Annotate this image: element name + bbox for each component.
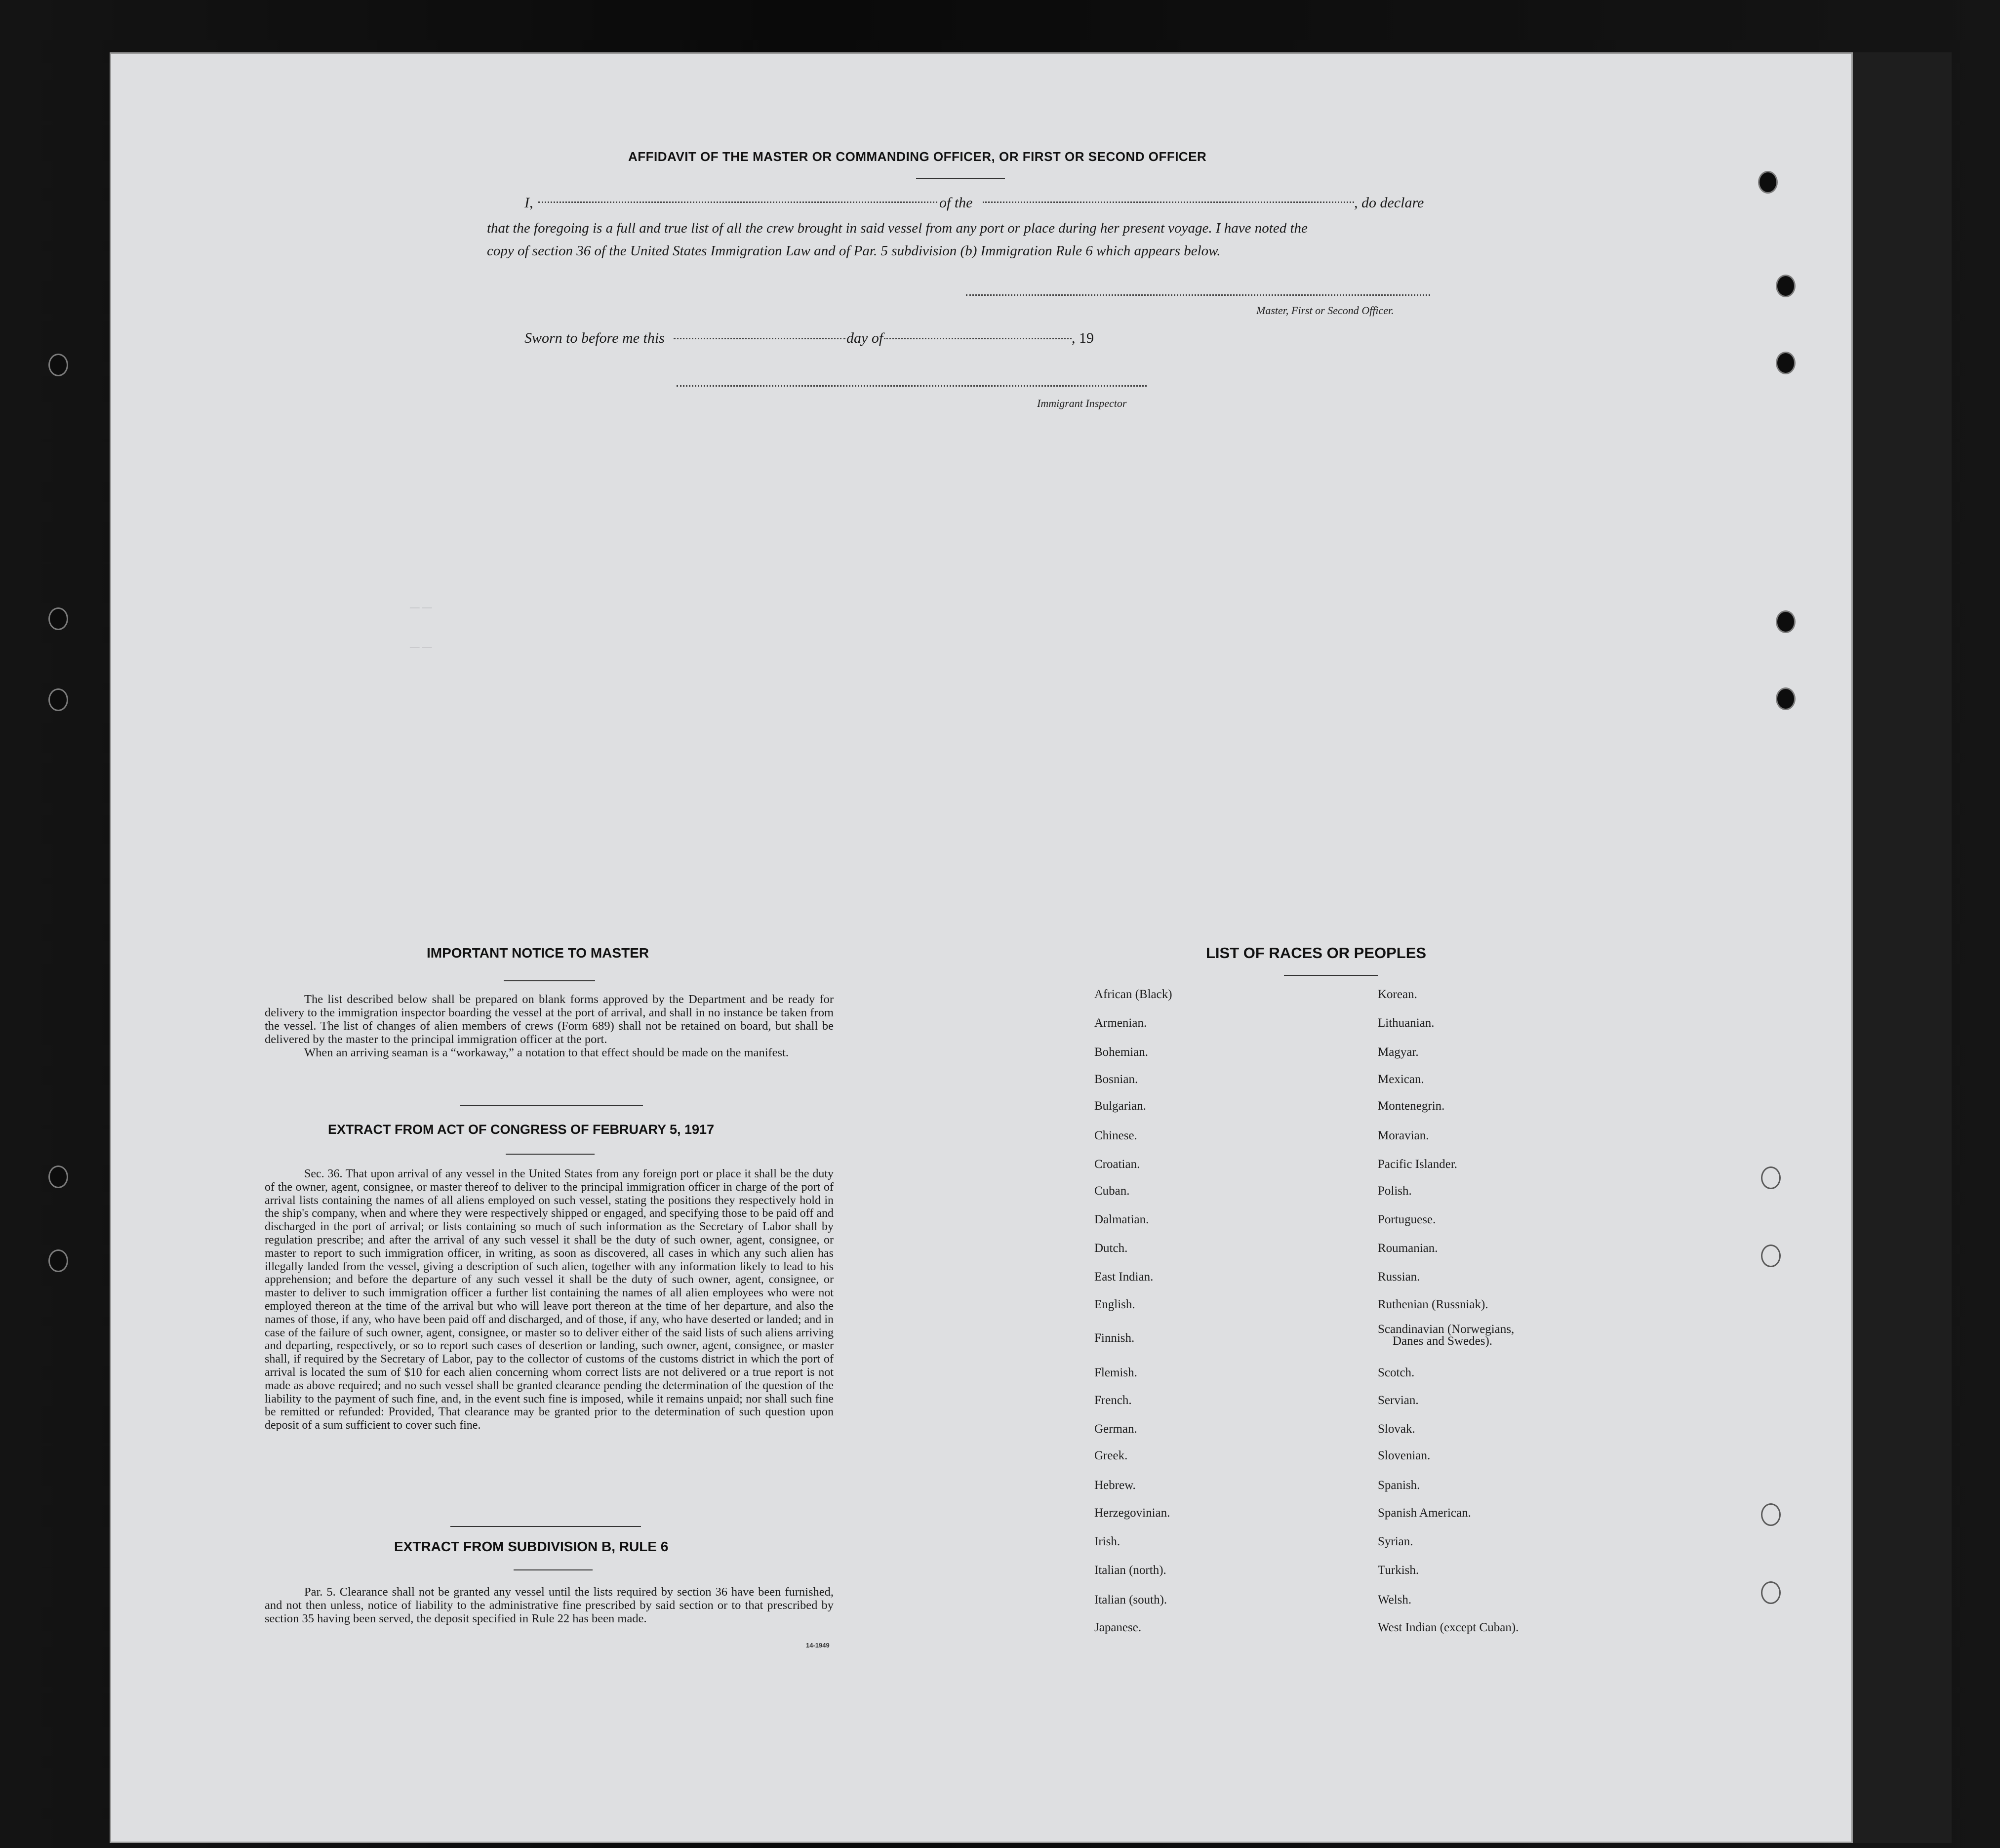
section-36-text: Sec. 36. That upon arrival of any vessel in the United States from any foreign port or place it shall be the duty of the owner, agent, consignee, or master thereof to deliver to the principal immigration officer in charge of the port of arrival lists containing the names of all aliens employed on such vessel, stating the positions they respectively hold in the ship's company, when and where they were respectively shipped or engaged, and specifying those to be paid off and discharged in the port of arrival; or lists containing so much of such information as the Secretary of Labor shall by regulation prescribe; and after the arrival of any such vessel it shall be the duty of such owner, agent, consignee, or master to report to such immigration officer, in writing, as soon as discovered, all cases in which any such alien has illegally landed from the vessel, giving a description of such alien, together with any information likely to lead to his apprehension; and before the departure of any such vessel it shall be the duty of such owner, agent, consignee, or master to deliver to such immigration officer a further list containing the names of all alien employees who were not employed thereon at the time of the arrival but who will leave port thereon at the time of her departure, and also the names of those, if any, who have been paid off and discharged, and of those, if any, who have deserted or landed; and in case of the failure of such owner, agent, consignee, or master so to deliver either of the said lists of such aliens arriving and departing, respectively, or so to report such cases of desertion or landing, such owner, agent, consignee, or master shall, if required by the Secretary of Labor, pay to the collector of customs of the customs district in which the port of arrival is located the sum of $10 for each alien concerning whom correct lists are not delivered or a true report is not made as above required; and no such vessel shall be granted clearance pending the determination of the question of the liability to the payment of such fine, and, in the event such fine is imposed, while it remains unpaid; nor shall such fine be remitted or refunded: Provided, That clearance may be granted prior to the determination of such question upon deposit of a sum sufficient to cover such fine. <box>265 1167 834 1432</box>
race-item: Bulgarian. <box>1094 1099 1146 1113</box>
rule6-text <box>265 1585 834 1625</box>
race-item: Herzegovinian. <box>1094 1506 1170 1520</box>
rule6-title: EXTRACT FROM SUBDIVISION B, RULE 6 <box>394 1539 669 1554</box>
race-item: Moravian. <box>1378 1129 1429 1142</box>
race-item: Montenegrin. <box>1378 1099 1445 1113</box>
divider <box>450 1526 641 1527</box>
master-signature-field[interactable] <box>966 294 1430 296</box>
race-item: Cuban. <box>1094 1184 1130 1198</box>
race-item: Finnish. <box>1094 1331 1135 1345</box>
paragraph-5-text: Par. 5. Clearance shall not be granted any vessel until the lists required by section 36 have been furnished, and not then unless, notice of liability to the administrative fine prescribed by said section or to that prescribed by section 35 having been served, the deposit specified in Rule 22 has been made. <box>265 1585 834 1625</box>
race-item: Scotch. <box>1378 1366 1415 1379</box>
binding-hole-icon <box>1776 610 1796 633</box>
race-item: African (Black) <box>1094 988 1172 1001</box>
race-item: French. <box>1094 1394 1132 1407</box>
binding-hole-icon <box>1776 352 1796 374</box>
race-item: Magyar. <box>1378 1045 1419 1059</box>
notice-paragraph-1: The list described below shall be prepared on blank forms approved by the Department and be ready for delivery to the immigration inspector boarding the vessel at the port of arrival, and shall in no instance be taken from the vessel. The list of changes of alien members of crews (Form 689) shall not be retained on board, but shall be delivered by the master to the principal immigration officer at the port. <box>265 993 834 1046</box>
race-item: Dutch. <box>1094 1242 1128 1255</box>
race-item: Greek. <box>1094 1449 1128 1462</box>
race-item: Dalmatian. <box>1094 1213 1149 1226</box>
race-item: Scandinavian (Norwegians, <box>1378 1323 1515 1336</box>
master-signature-caption: Master, First or Second Officer. <box>1256 304 1394 317</box>
affidavit-title: AFFIDAVIT OF THE MASTER OR COMMANDING OFFICER, OR FIRST OR SECOND OFFICER <box>628 149 1207 164</box>
document-page <box>110 52 1853 1843</box>
sworn-month-field[interactable] <box>884 338 1072 339</box>
race-item: Mexican. <box>1378 1073 1424 1086</box>
divider <box>514 1569 593 1570</box>
divider <box>506 1154 595 1155</box>
race-item: Italian (south). <box>1094 1593 1167 1607</box>
race-item: West Indian (except Cuban). <box>1378 1621 1519 1634</box>
race-item: Polish. <box>1378 1184 1412 1198</box>
act-text <box>265 1167 834 1432</box>
race-item: Ruthenian (Russniak). <box>1378 1298 1488 1311</box>
notice-paragraph-2: When an arriving seaman is a “workaway,” a notation to that effect should be made on the manifest. <box>304 1046 789 1059</box>
affidavit-i-label: I, <box>524 195 533 211</box>
binding-hole-icon <box>1761 1581 1781 1604</box>
divider <box>1284 975 1378 976</box>
binding-hole-icon <box>48 354 68 376</box>
day-of-label: day of <box>846 330 883 346</box>
race-item: Spanish. <box>1378 1479 1420 1492</box>
affidavit-line-2: that the foregoing is a full and true list of all the crew brought in said vessel from any port or place during her present voyage. I have noted the <box>487 220 1308 236</box>
form-number: 14-1949 <box>806 1642 830 1649</box>
binding-hole-icon <box>48 688 68 711</box>
binding-hole-icon <box>1761 1166 1781 1189</box>
race-item: Lithuanian. <box>1378 1016 1435 1030</box>
race-item: Bohemian. <box>1094 1045 1149 1059</box>
divider <box>504 980 595 981</box>
race-item: Japanese. <box>1094 1621 1142 1634</box>
race-item: Croatian. <box>1094 1158 1140 1171</box>
race-item: East Indian. <box>1094 1270 1154 1284</box>
notice-text <box>265 993 834 1059</box>
race-item: Servian. <box>1378 1394 1419 1407</box>
affidavit-line-3: copy of section 36 of the United States Immigration Law and of Par. 5 subdivision (b) Immigration Rule 6 which appears below. <box>487 243 1221 259</box>
race-item: Flemish. <box>1094 1366 1137 1379</box>
faint-show-through: — — <box>410 640 432 652</box>
race-item: Pacific Islander. <box>1378 1158 1458 1171</box>
year-label: , 19 <box>1072 330 1094 346</box>
affidavit-of-the-label: of the <box>939 195 973 211</box>
race-item: Danes and Swedes). <box>1393 1334 1493 1348</box>
binding-hole-icon <box>1776 275 1796 297</box>
race-item: Slovenian. <box>1378 1449 1431 1462</box>
race-item: Portuguese. <box>1378 1213 1436 1226</box>
act-title: EXTRACT FROM ACT OF CONGRESS OF FEBRUARY 5, 1917 <box>328 1122 715 1137</box>
race-item: Irish. <box>1094 1535 1120 1548</box>
divider <box>916 178 1005 179</box>
race-item: Roumanian. <box>1378 1242 1438 1255</box>
binding-edge <box>1853 52 1952 1843</box>
binding-hole-icon <box>1761 1503 1781 1526</box>
sworn-label: Sworn to before me this <box>524 330 665 346</box>
races-title: LIST OF RACES OR PEOPLES <box>1206 944 1427 962</box>
notice-title: IMPORTANT NOTICE TO MASTER <box>427 945 649 961</box>
race-item: English. <box>1094 1298 1135 1311</box>
vessel-name-field[interactable] <box>983 201 1354 203</box>
binding-hole-icon <box>1776 687 1796 710</box>
inspector-signature-field[interactable] <box>677 385 1147 387</box>
binding-hole-icon <box>48 1165 68 1188</box>
race-item: Spanish American. <box>1378 1506 1471 1520</box>
race-item: Welsh. <box>1378 1593 1412 1607</box>
race-item: German. <box>1094 1422 1137 1436</box>
faint-show-through: — — <box>410 601 432 613</box>
race-item: Slovak. <box>1378 1422 1415 1436</box>
race-item: Chinese. <box>1094 1129 1137 1142</box>
race-item: Korean. <box>1378 988 1417 1001</box>
race-item: Bosnian. <box>1094 1073 1138 1086</box>
race-item: Turkish. <box>1378 1564 1419 1577</box>
race-item: Hebrew. <box>1094 1479 1136 1492</box>
binding-hole-icon <box>48 607 68 630</box>
binding-hole-icon <box>48 1249 68 1272</box>
binding-hole-icon <box>1761 1245 1781 1267</box>
affidavit-do-declare: , do declare <box>1354 195 1424 211</box>
sworn-day-field[interactable] <box>674 338 845 339</box>
inspector-caption: Immigrant Inspector <box>1037 397 1127 409</box>
divider <box>460 1105 643 1106</box>
race-item: Syrian. <box>1378 1535 1413 1548</box>
master-name-field[interactable] <box>538 201 937 203</box>
race-item: Italian (north). <box>1094 1564 1166 1577</box>
binding-hole-icon <box>1758 171 1778 194</box>
race-item: Russian. <box>1378 1270 1420 1284</box>
race-item: Armenian. <box>1094 1016 1147 1030</box>
